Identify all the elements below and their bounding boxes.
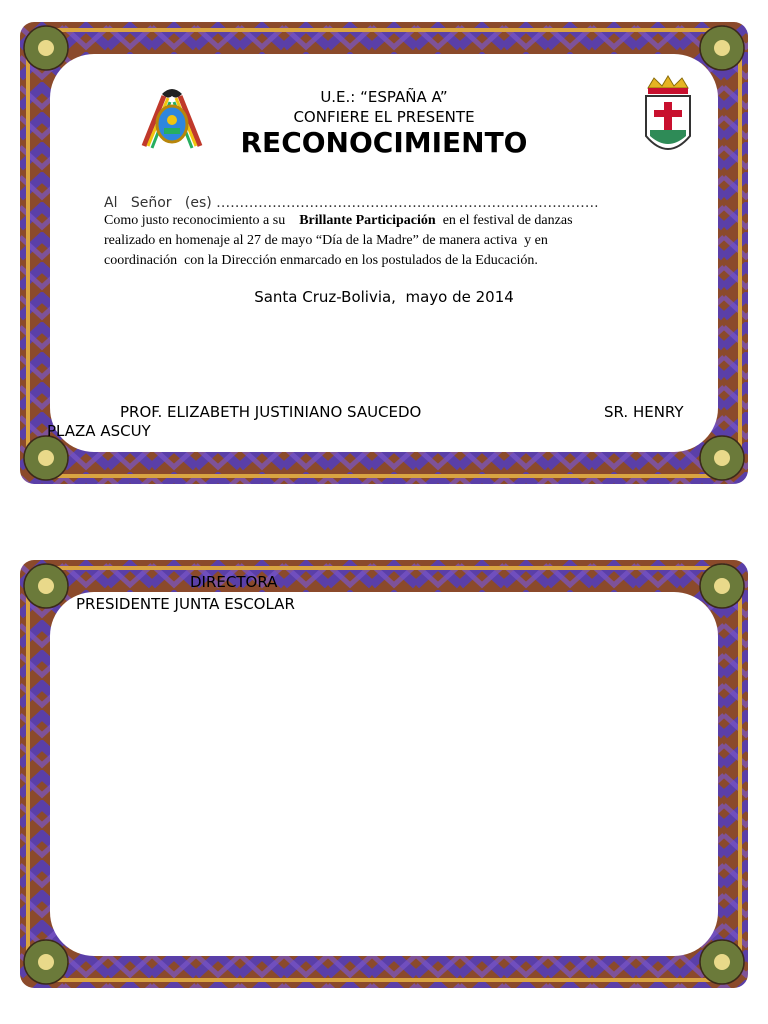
recipient-line: Al Señor (es) ………………………………………………………………………. bbox=[104, 195, 599, 211]
signature-name-president: SR. HENRY bbox=[604, 403, 684, 421]
body-line-3: coordinación con la Dirección enmarcado en los postulados de la Educación. bbox=[104, 253, 538, 268]
decorative-border bbox=[20, 560, 748, 988]
school-name: U.E.: “ESPAÑA A” bbox=[320, 88, 448, 106]
role-president: PRESIDENTE JUNTA ESCOLAR bbox=[76, 595, 295, 613]
confers-line: CONFIERE EL PRESENTE bbox=[293, 108, 475, 126]
signature-name-director: PROF. ELIZABETH JUSTINIANO SAUCEDO bbox=[120, 403, 422, 421]
signature-name-president-cont: PLAZA ASCUY bbox=[47, 422, 151, 440]
highlight-text: Brillante Participación bbox=[299, 213, 436, 228]
role-director: DIRECTORA bbox=[190, 573, 278, 591]
body-line-2: realizado en homenaje al 27 de mayo “Día de la Madre” de manera activa y en bbox=[104, 233, 548, 248]
body-line-1 bbox=[104, 213, 573, 229]
certificate-frame-bottom bbox=[20, 560, 748, 988]
certificate-title: RECONOCIMIENTO bbox=[240, 126, 528, 159]
body-line-1-pre: Como justo reconocimiento a su bbox=[104, 213, 300, 228]
body-line-1-post: en el festival de danzas bbox=[435, 213, 573, 228]
place-date: Santa Cruz-Bolivia, mayo de 2014 bbox=[254, 288, 514, 306]
